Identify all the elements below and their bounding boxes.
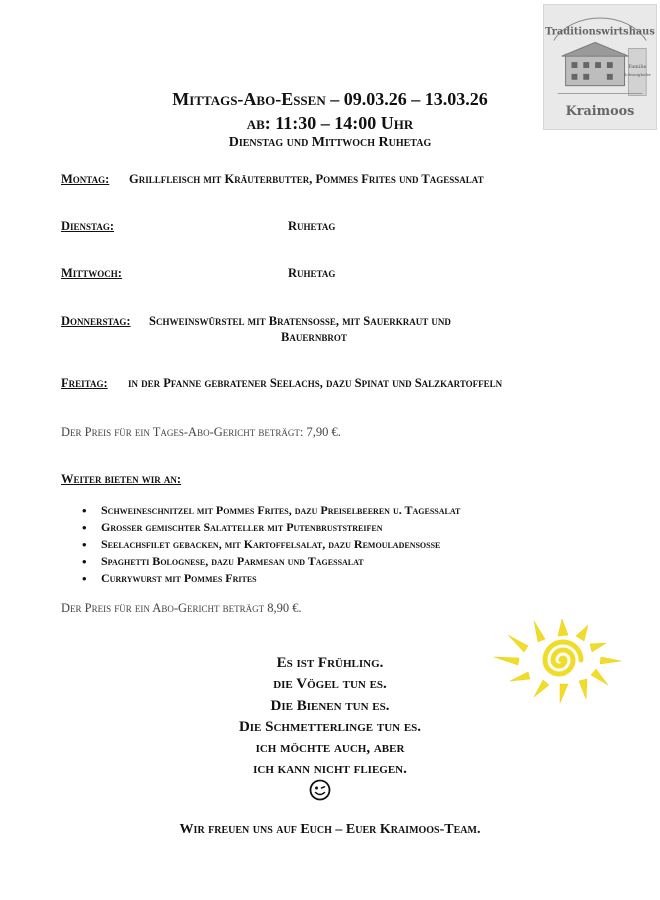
- logo-text-mid-2: Schweighofer: [623, 71, 651, 77]
- poem-line: Die Bienen tun es.: [270, 697, 390, 714]
- poem-line: ich möchte auch, aber: [255, 740, 405, 757]
- poem-line: die Vögel tun es.: [273, 676, 387, 693]
- winking-smiley-icon: [309, 779, 331, 801]
- opening-hours: ab: 11:30 – 14:00 Uhr: [246, 113, 414, 133]
- dish-thursday-line2: Bauernbrot: [281, 330, 347, 344]
- list-item: • Schweineschnitzel mit Pommes Frites, dazu Preiselbeeren u. Tagessalat: [75, 502, 460, 519]
- restaurant-logo: [543, 4, 657, 130]
- day-label-thursday: Donnerstag:: [61, 314, 131, 328]
- list-item: • Currywurst mit Pommes Frites: [75, 570, 460, 587]
- poem-line: Es ist Frühling.: [276, 655, 384, 671]
- dish-tuesday: Ruhetag: [288, 219, 336, 233]
- logo-text-mid-1: Familie: [628, 63, 647, 70]
- poem-line: ich kann nicht fliegen.: [253, 761, 407, 778]
- offers-heading: Weiter bieten wir an:: [61, 472, 182, 486]
- page-title: Mittags-Abo-Essen – 09.03.26 – 13.03.26: [172, 89, 488, 109]
- dish-friday: in der Pfanne gebratener Seelachs, dazu Spinat und Salzkartoffeln: [128, 376, 503, 390]
- closed-days-note: Dienstag und Mittwoch Ruhetag: [228, 135, 432, 150]
- day-row-tuesday: [61, 219, 114, 234]
- list-item: • Großer gemischter Salatteller mit Putenbruststreifen: [75, 519, 460, 536]
- dish-monday: Grillfleisch mit Kräuterbutter, Pommes Frites und Tagessalat: [129, 172, 484, 186]
- offers-list: [75, 502, 460, 587]
- list-item: • Seelachsfilet gebacken, mit Kartoffelsalat, dazu Remouladensoße: [75, 536, 460, 553]
- logo-text-bottom: Kraimoos: [565, 104, 635, 120]
- day-row-wednesday: [61, 266, 122, 281]
- day-row-monday: [61, 172, 109, 187]
- dish-wednesday: Ruhetag: [288, 266, 336, 280]
- spring-poem: [0, 653, 660, 781]
- day-row-thursday: [61, 314, 131, 329]
- list-item: • Spaghetti Bolognese, dazu Parmesan und Tagessalat: [75, 553, 460, 570]
- day-label-monday: Montag:: [61, 172, 110, 186]
- logo-image: [544, 5, 656, 129]
- day-row-friday: [61, 376, 108, 391]
- closing-line: Wir freuen uns auf Euch – Euer Kraimoos-Team.: [179, 822, 481, 837]
- poem-line: Die Schmetterlinge tun es.: [238, 718, 422, 735]
- logo-text-top: Traditionswirtshaus: [545, 26, 655, 38]
- dish-thursday: Schweinswürstel mit Bratensoße, mit Sauerkraut und: [149, 314, 451, 328]
- price-abo: Der Preis für ein Abo-Gericht beträgt 8,90 €.: [61, 601, 302, 615]
- day-label-tuesday: Dienstag:: [61, 219, 115, 233]
- day-label-friday: Freitag:: [61, 376, 108, 390]
- day-label-wednesday: Mittwoch:: [61, 266, 122, 280]
- price-daily: Der Preis für ein Tages-Abo-Gericht beträgt: 7,90 €.: [61, 425, 341, 439]
